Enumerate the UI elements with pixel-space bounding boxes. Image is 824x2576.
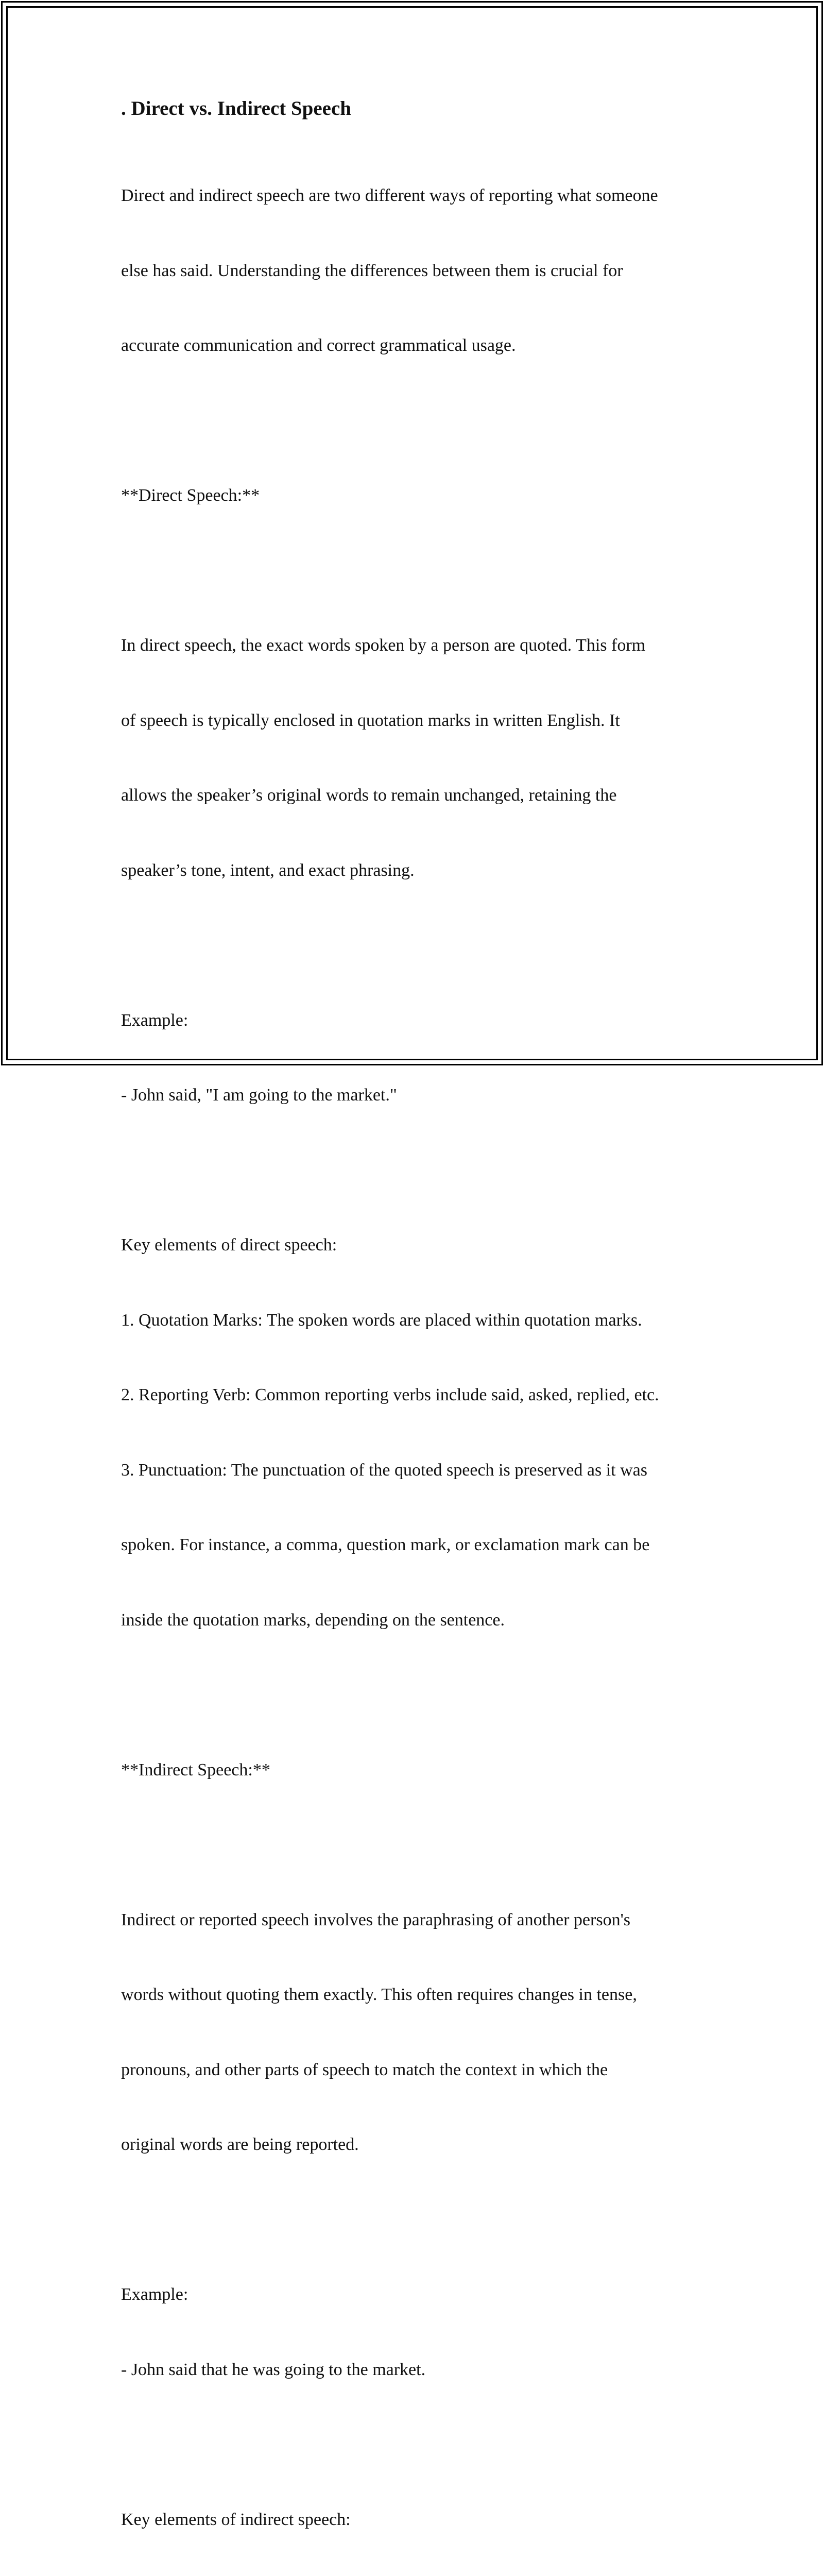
example-label: Example:	[121, 1008, 713, 1033]
text-line: pronouns, and other parts of speech to match the context in which the	[121, 2058, 713, 2083]
spacer	[121, 409, 713, 434]
text-line: original words are being reported.	[121, 2132, 713, 2158]
direct-example	[121, 958, 713, 1158]
document-heading: . Direct vs. Indirect Speech	[121, 95, 713, 122]
text-line: allows the speaker’s original words to remain unchanged, retaining the	[121, 783, 713, 808]
list-item: 3. Punctuation: The punctuation of the quoted speech is preserved as it was	[121, 1458, 713, 1483]
text-line: In direct speech, the exact words spoken by a person are quoted. This form	[121, 633, 713, 658]
text-line: words without quoting them exactly. This often requires changes in tense,	[121, 1982, 713, 2008]
direct-speech-label-text: **Direct Speech:**	[121, 483, 713, 509]
spacer	[121, 933, 713, 958]
indirect-speech-label	[121, 1708, 713, 1833]
text-line: speaker’s tone, intent, and exact phrasing.	[121, 858, 713, 884]
indirect-key-elements	[121, 2458, 713, 2576]
direct-speech-paragraph	[121, 583, 713, 933]
intro-paragraph	[121, 133, 713, 409]
text-line: Direct and indirect speech are two different ways of reporting what someone	[121, 183, 713, 209]
direct-key-elements	[121, 1183, 713, 1683]
key-elements-label: Key elements of direct speech:	[121, 1233, 713, 1258]
list-item: 2. Reporting Verb: Common reporting verbs include said, asked, replied, etc.	[121, 1383, 713, 1408]
example-text: - John said that he was going to the market.	[121, 2358, 713, 2383]
text-line: else has said. Understanding the differences between them is crucial for	[121, 259, 713, 284]
spacer	[121, 1158, 713, 1183]
spacer	[121, 558, 713, 584]
text-line: Indirect or reported speech involves the paraphrasing of another person's	[121, 1908, 713, 1933]
list-item-continuation: inside the quotation marks, depending on the sentence.	[121, 1608, 713, 1633]
indirect-speech-paragraph	[121, 1858, 713, 2208]
spacer	[121, 1683, 713, 1708]
spacer	[121, 2208, 713, 2233]
key-elements-label: Key elements of indirect speech:	[121, 2507, 713, 2533]
indirect-example	[121, 2232, 713, 2432]
spacer	[121, 1833, 713, 1858]
indirect-speech-label-text: **Indirect Speech:**	[121, 1758, 713, 1783]
list-item-continuation: spoken. For instance, a comma, question mark, or exclamation mark can be	[121, 1533, 713, 1558]
example-label: Example:	[121, 2282, 713, 2308]
document-body	[121, 95, 713, 2576]
text-line: accurate communication and correct grammatical usage.	[121, 333, 713, 359]
direct-speech-label	[121, 433, 713, 558]
example-text: - John said, "I am going to the market."	[121, 1083, 713, 1108]
spacer	[121, 2432, 713, 2458]
text-line: of speech is typically enclosed in quotation marks in written English. It	[121, 708, 713, 734]
list-item: 1. Quotation Marks: The spoken words are placed within quotation marks.	[121, 1308, 713, 1333]
